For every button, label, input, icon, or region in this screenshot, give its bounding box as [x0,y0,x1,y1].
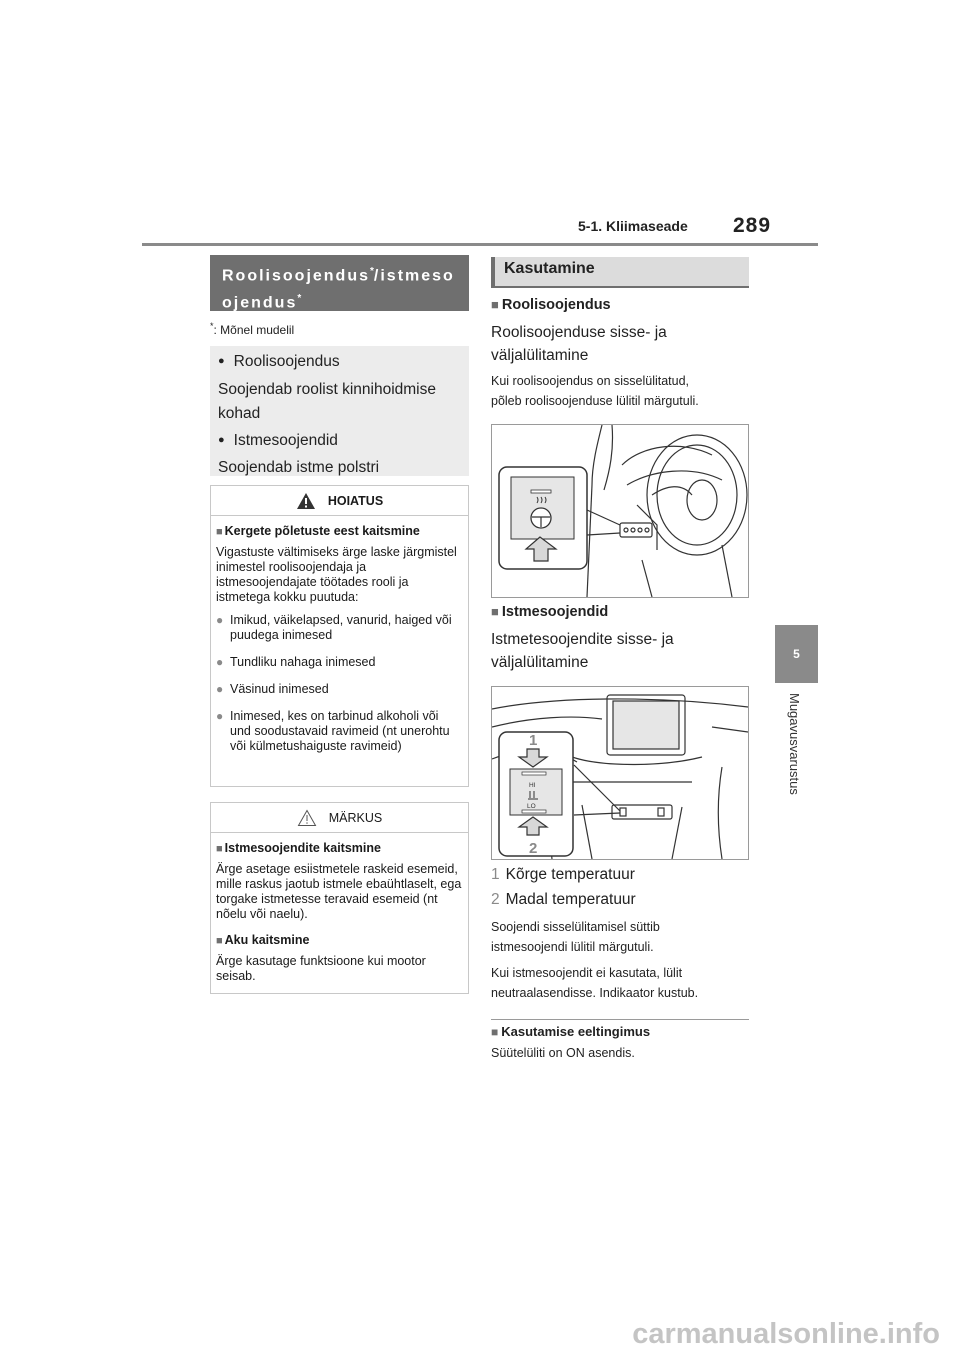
steering-note: põleb roolisoojenduse lülitil märgutuli. [491,394,699,408]
section-title: 5-1. Kliimaseade [578,218,688,234]
notice-box [210,802,469,994]
seat-note: Soojendi sisselülitamisel süttib [491,920,660,934]
feature-desc: kohad [218,405,261,422]
notice-header-text: MÄRKUS [328,810,383,825]
warning-header [211,486,468,516]
seat-heater-figure [491,686,749,860]
steering-lead: väljalülitamine [491,347,589,364]
seat-lead: Istmetesoojendite sisse- ja [491,631,674,648]
footnote-asterisk: * [210,321,214,331]
title-asterisk: * [370,266,374,277]
steering-note: Kui roolisoojendus on sisselülitatud, [491,374,690,388]
feature-bullet-seat: ● Istmesoojendid [218,429,461,454]
condition-subheading: ■ Kasutamise eeltingimus [491,1024,650,1039]
list-item: ● Väsinud inimesed [216,682,462,697]
feature-summary-box [210,346,469,476]
notice-subheading: ■ Istmesoojendite kaitsmine [216,840,462,858]
notice-icon [297,809,317,827]
legend-num: 2 [491,891,500,908]
legend-num: 1 [491,866,500,883]
title-part2: ojendus [222,294,298,312]
warning-subheading: ■ Kergete põletuste eest kaitsmine [216,523,462,541]
watermark-text: carmanualsonline.info [632,1318,940,1350]
list-item: ● Imikud, väikelapsed, vanurid, haiged või puudega inimesed [216,613,462,643]
legend-item [491,888,636,912]
feature-desc: Soojendab roolist kinnihoidmise [218,381,436,398]
seat-subheading: ■ Istmesoojendid [491,604,608,620]
list-item: ● Tundliku nahaga inimesed [216,655,462,670]
steering-lead: Roolisoojenduse sisse- ja [491,324,667,341]
warning-text: Vigastuste vältimiseks ärge laske järgmistel inimestel roolisoojendaja ja istmesoojendajate töötades rooli ja istmetega kokku puutuda: [216,545,457,604]
notice-subheading: ■ Aku kaitsmine [216,932,462,950]
steering-subheading: ■ Roolisoojendus [491,297,611,313]
condition-text: Süütelüliti on ON asendis. [491,1046,635,1060]
hi-label: HI [529,782,536,789]
notice-text: Ärge asetage esiistmetele raskeid esemeid, mille raskus jaotub istmele ebaühtlaselt, ega torgake istmetesse teravaid esemeid (nt nõelu või naelu). [216,862,462,921]
steering-heater-figure [491,424,749,598]
feature-bullet-steering: ● Roolisoojendus [218,350,461,375]
title-part1: Roolisoojendus [222,267,370,285]
legend-text: Madal temperatuur [505,891,636,908]
legend-text: Kõrge temperatuur [505,866,635,883]
seat-note: neutraalasendisse. Indikaator kustub. [491,986,699,1000]
warning-icon [296,492,316,510]
warning-box [210,485,469,787]
chapter-label [786,693,806,823]
lo-label: LO [527,803,536,810]
callout-1: 1 [529,732,538,749]
left-section-title [210,255,469,311]
notice-text: Ärge kasutage funktsioone kui mootor seisab. [216,954,426,983]
header-rule [142,243,818,246]
footnote-text: : Mõnel mudelil [213,323,295,337]
feature-desc: Soojendab istme polstri [218,459,380,476]
list-item: ● Inimesed, kes on tarbinud alkoholi või und soodustavaid ravimeid (nt unerohtu või külmetushaiguste ravimeid) [216,709,462,754]
legend-item [491,863,635,887]
seat-lead: väljalülitamine [491,654,589,671]
title-asterisk-2: * [297,293,302,305]
watermark [0,1318,960,1351]
title-sep: /istmeso [373,267,455,285]
chapter-label-text: Mugavusvarustus [787,693,802,795]
seat-note: Kui istmesoojendit ei kasutata, lülit [491,966,683,980]
seat-heater-illustration [492,687,748,859]
footnote [210,321,294,337]
seat-note: istmesoojendi lülitil märgutuli. [491,940,654,954]
callout-2: 2 [529,840,538,857]
warning-header-text: HOIATUS [327,493,384,508]
chapter-tab[interactable]: 5 [775,625,818,683]
page-number: 289 [733,214,772,237]
steering-heater-illustration [492,425,748,597]
section-divider [491,1019,749,1020]
right-section-title: Kasutamine [491,257,749,288]
notice-header [211,803,468,833]
